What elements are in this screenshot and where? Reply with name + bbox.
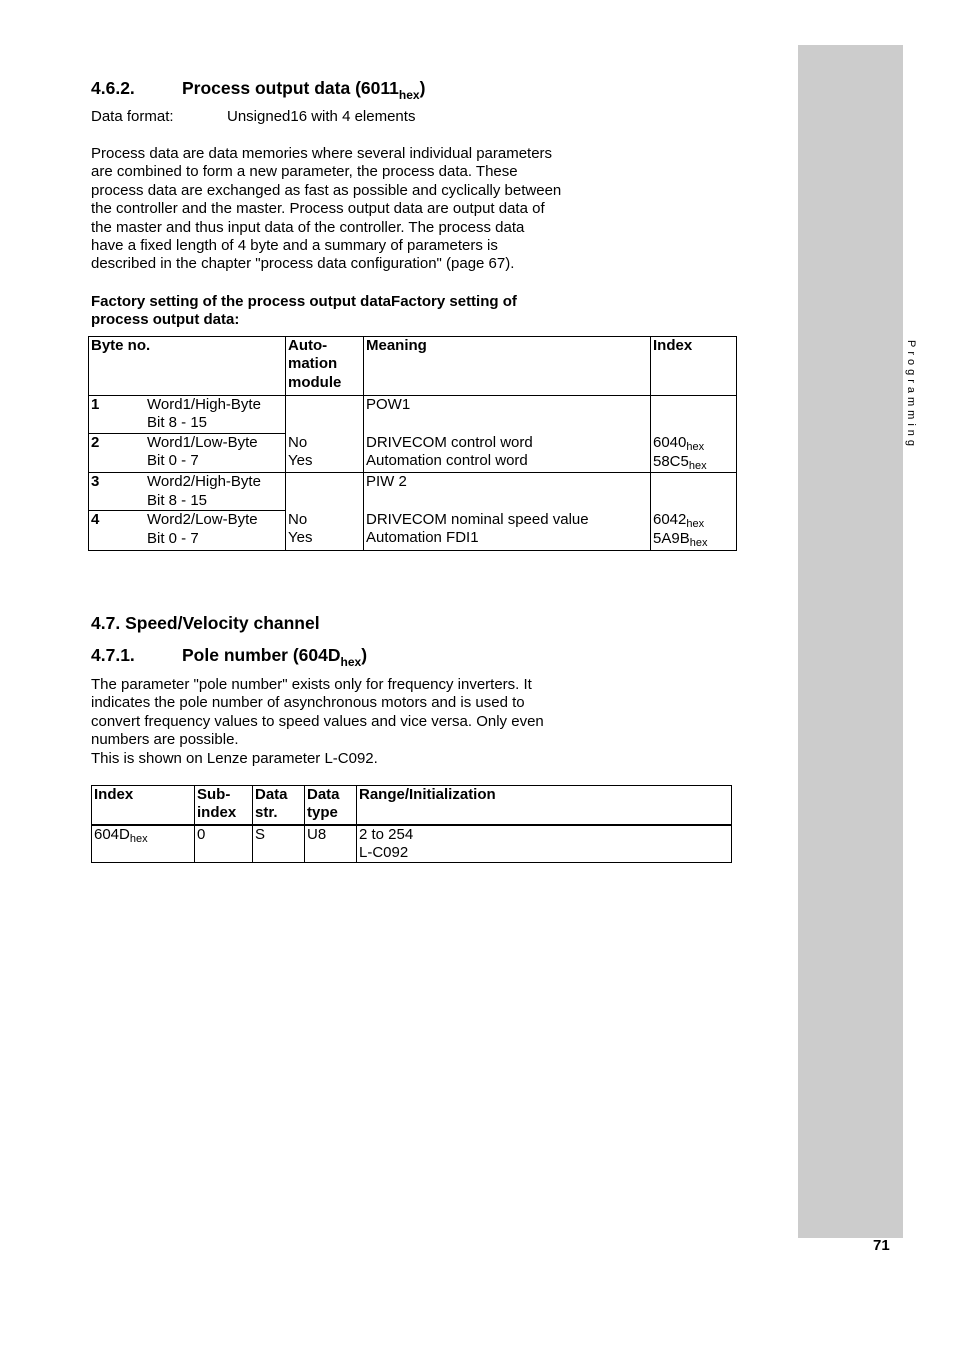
- header-data-structure: [253, 786, 305, 825]
- table-row: [89, 396, 737, 434]
- heading-4-7: [91, 612, 320, 634]
- byte-cell: [89, 434, 286, 473]
- pole-number-table: [91, 785, 732, 863]
- byte-number: 1: [91, 396, 100, 413]
- sidebar-label: Programming: [905, 340, 917, 451]
- index-cell: [651, 511, 737, 550]
- header-range: Range/Initialization: [357, 786, 732, 825]
- table-row: [89, 473, 737, 511]
- automation-cell: [286, 396, 364, 434]
- paragraph-line: This is shown on Lenze parameter L-C092.: [91, 749, 378, 767]
- index-subscript: hex: [686, 440, 705, 453]
- data-structure-cell: S: [253, 825, 305, 863]
- factory-setting-heading: [91, 293, 517, 330]
- byte-cell: [89, 473, 286, 511]
- subindex-cell: 0: [195, 825, 253, 863]
- index-subscript: hex: [689, 537, 708, 550]
- heading-title: Speed/Velocity channel: [125, 613, 320, 633]
- automation-cell: [286, 511, 364, 550]
- heading-4-6-2: [91, 77, 425, 101]
- byte-desc-line: Bit 8 - 15: [147, 491, 208, 509]
- table-row: [92, 825, 732, 863]
- index-cell: [651, 434, 737, 473]
- automation-value: Yes: [288, 451, 313, 469]
- index-value: 58C5: [653, 452, 689, 470]
- data-format-value: Unsigned16 with 4 elements: [227, 108, 416, 125]
- header-data-type: [305, 786, 357, 825]
- header-index: Index: [92, 786, 195, 825]
- paragraph-line: indicates the pole number of asynchronous motors and is used to: [91, 694, 525, 712]
- header-line: module: [288, 373, 342, 391]
- automation-cell: [286, 434, 364, 473]
- heading-number: 4.7.: [91, 613, 121, 633]
- header-line: type: [307, 804, 338, 822]
- factory-heading-line: process output data:: [91, 311, 240, 329]
- header-subindex: [195, 786, 253, 825]
- byte-desc-line: Bit 8 - 15: [147, 414, 208, 432]
- byte-desc-line: Word1/High-Byte: [147, 396, 261, 413]
- heading-close: ): [419, 78, 426, 98]
- meaning-cell: [364, 434, 651, 473]
- range-value: L-C092: [359, 843, 409, 861]
- heading-4-7-1: [91, 644, 367, 668]
- meaning-value: DRIVECOM nominal speed value: [366, 510, 589, 528]
- index-value: 6042: [653, 510, 687, 528]
- meaning-cell: POW1: [364, 396, 651, 434]
- heading-close: ): [361, 645, 368, 665]
- table-row: [89, 511, 737, 550]
- byte-desc-line: Bit 0 - 7: [147, 529, 199, 547]
- factory-heading-line: Factory setting of the process output dataFactory setting of: [91, 293, 517, 310]
- automation-value: No: [288, 510, 308, 528]
- paragraph-line: the master and thus input data of the controller. The process data: [91, 218, 525, 236]
- paragraph-line: process data are exchanged as fast as possible and cyclically between: [91, 181, 562, 199]
- byte-description: [147, 511, 258, 548]
- byte-number: 3: [91, 473, 100, 491]
- meaning-cell: [364, 511, 651, 550]
- byte-desc-line: Word2/High-Byte: [147, 473, 261, 491]
- byte-desc-line: Bit 0 - 7: [147, 452, 199, 470]
- paragraph-line: have a fixed length of 4 byte and a summary of parameters is: [91, 237, 498, 255]
- meaning-value: Automation FDI1: [366, 529, 479, 547]
- byte-description: [147, 473, 261, 510]
- index-value: 5A9B: [653, 530, 690, 548]
- index-cell: [92, 825, 195, 863]
- heading-title: Process output data (6011: [182, 78, 399, 98]
- header-index: Index: [651, 337, 737, 396]
- header-line: Data: [307, 786, 340, 803]
- data-format-line: [91, 108, 415, 126]
- heading-number: 4.6.2.: [91, 78, 135, 98]
- table-header-row: [92, 786, 732, 825]
- header-line: Data: [255, 786, 288, 803]
- automation-cell: [286, 473, 364, 511]
- data-format-label: Data format:: [91, 108, 174, 125]
- byte-cell: [89, 396, 286, 434]
- paragraph-line: numbers are possible.: [91, 731, 239, 749]
- header-line: Auto-: [288, 337, 328, 354]
- index-value: 604D: [94, 825, 130, 843]
- byte-desc-line: Word1/Low-Byte: [147, 434, 258, 451]
- header-automation-module: [286, 337, 364, 396]
- header-meaning: Meaning: [364, 337, 651, 396]
- paragraph-line: the controller and the master. Process output data are output data of: [91, 200, 545, 218]
- meaning-cell: PIW 2: [364, 473, 651, 511]
- page-number: 71: [873, 1237, 890, 1254]
- automation-value: No: [288, 433, 308, 451]
- heading-subscript: hex: [398, 88, 420, 102]
- range-cell: [357, 825, 732, 863]
- index-cell: [651, 473, 737, 511]
- index-cell: [651, 396, 737, 434]
- process-output-table: [88, 336, 737, 551]
- heading-number: 4.7.1.: [91, 645, 135, 665]
- paragraph-line: convert frequency values to speed values and vice versa. Only even: [91, 712, 544, 730]
- data-type-cell: U8: [305, 825, 357, 863]
- byte-desc-line: Word2/Low-Byte: [147, 511, 258, 529]
- header-line: mation: [288, 355, 338, 373]
- automation-value: Yes: [288, 529, 313, 547]
- table-header-row: [89, 337, 737, 396]
- header-line: str.: [255, 804, 278, 822]
- sidebar-band: [798, 45, 903, 1238]
- index-subscript: hex: [688, 459, 707, 472]
- paragraph-line: Process data are data memories where several individual parameters: [91, 145, 553, 162]
- index-subscript: hex: [129, 832, 148, 845]
- pole-number-paragraph: [91, 676, 544, 768]
- byte-number: 2: [91, 434, 100, 451]
- paragraph-line: are combined to form a new parameter, the process data. These: [91, 163, 518, 181]
- byte-description: [147, 434, 258, 471]
- paragraph-line: described in the chapter "process data configuration" (page 67).: [91, 255, 515, 273]
- byte-cell: [89, 511, 286, 550]
- heading-subscript: hex: [340, 655, 362, 669]
- paragraph-line: The parameter "pole number" exists only for frequency inverters. It: [91, 676, 532, 693]
- byte-description: [147, 396, 261, 433]
- meaning-value: Automation control word: [366, 451, 528, 469]
- index-subscript: hex: [686, 517, 705, 530]
- process-data-paragraph: [91, 145, 561, 274]
- meaning-value: DRIVECOM control word: [366, 433, 533, 451]
- header-byte-no: Byte no.: [89, 337, 286, 396]
- header-line: Sub-: [197, 786, 231, 803]
- table-row: [89, 434, 737, 473]
- heading-title: Pole number (604D: [182, 645, 341, 665]
- header-line: index: [197, 804, 237, 822]
- index-value: 6040: [653, 433, 687, 451]
- range-value: 2 to 254: [359, 825, 414, 843]
- byte-number: 4: [91, 511, 100, 529]
